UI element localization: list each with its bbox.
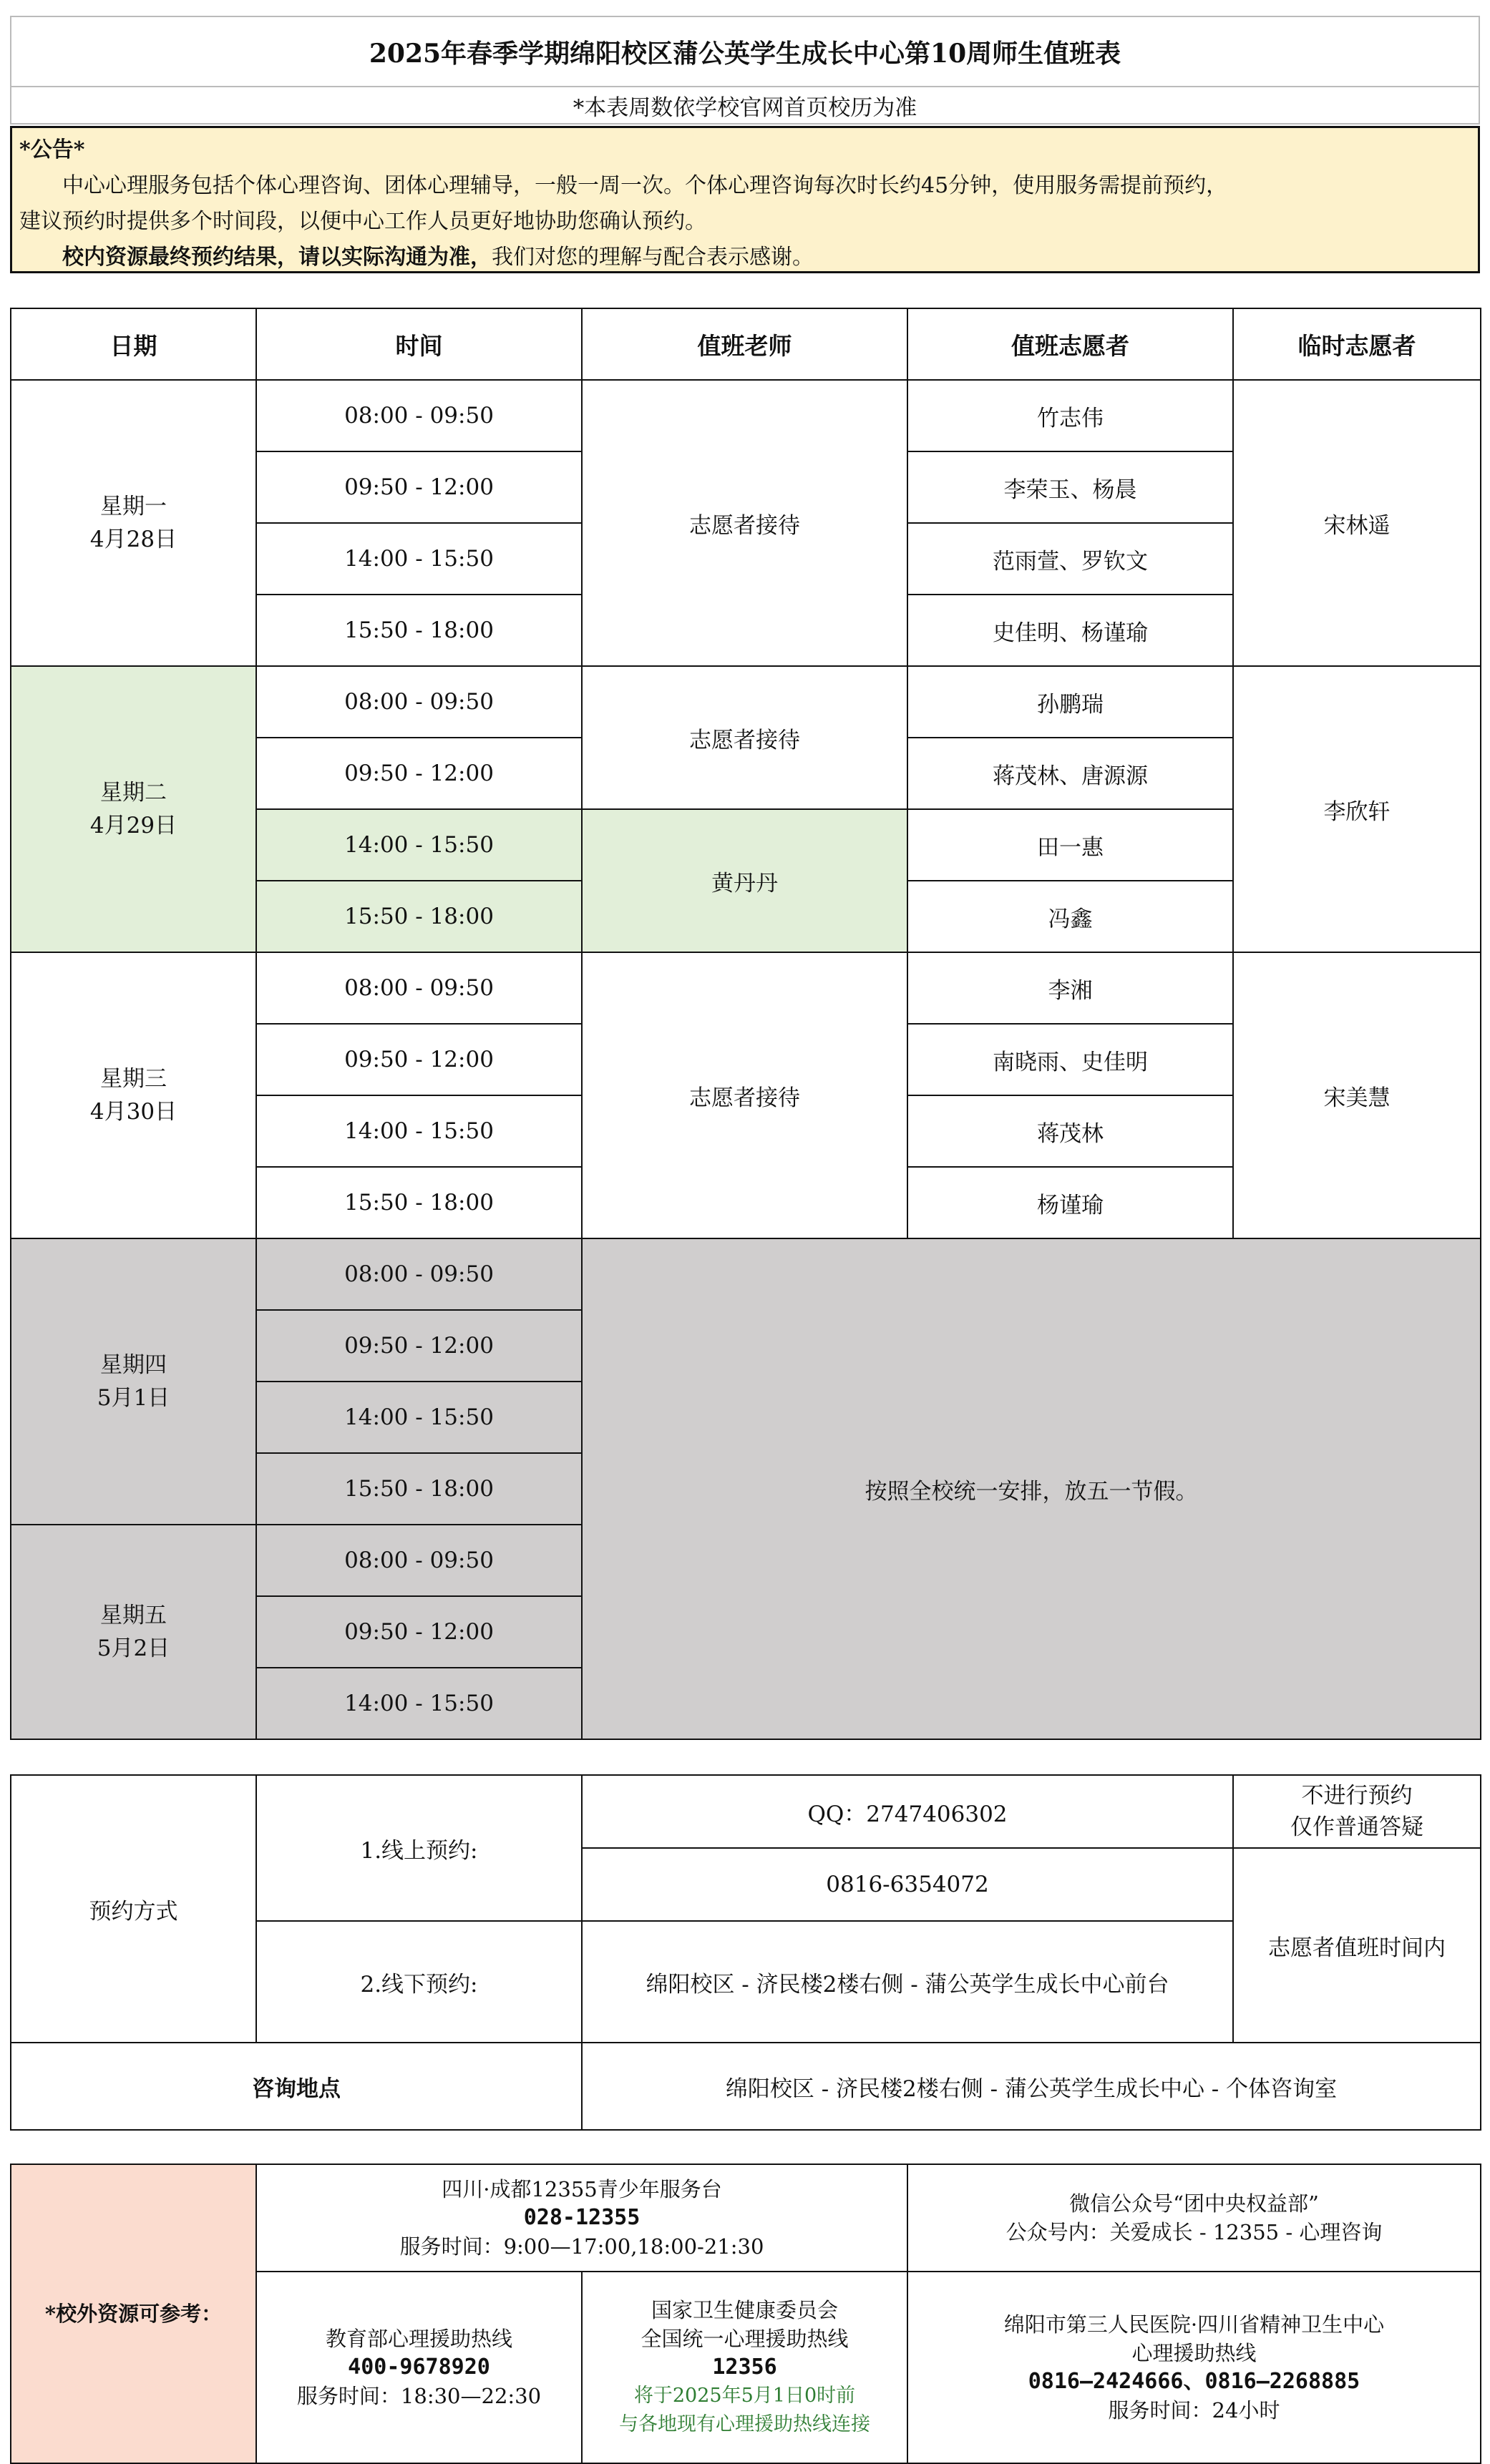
- temp-volunteer-cell: 李欣轩: [1233, 666, 1481, 952]
- external-resources-table: [10, 2164, 1481, 2464]
- notice-heading: *公告*: [19, 137, 85, 162]
- teacher-cell: 志愿者接待: [582, 952, 907, 1238]
- qq-contact: QQ：2747406302: [582, 1775, 1233, 1848]
- duty-schedule-table: [10, 308, 1481, 1740]
- volunteer-cell: 南晓雨、史佳明: [907, 1024, 1233, 1095]
- teacher-cell: 志愿者接待: [582, 666, 907, 809]
- volunteer-cell: 蒋茂林、唐源源: [907, 738, 1233, 809]
- header-date: 日期: [11, 308, 256, 380]
- time-slot: 09:50 - 12:00: [256, 451, 582, 523]
- volunteer-cell: 李荣玉、杨晨: [907, 451, 1233, 523]
- time-slot: 09:50 - 12:00: [256, 1596, 582, 1668]
- header-time: 时间: [256, 308, 582, 380]
- table-row: [11, 952, 1481, 1024]
- volunteer-cell: 孙鹏瑞: [907, 666, 1233, 738]
- notice-line-3: [19, 240, 1471, 275]
- volunteer-cell: 冯鑫: [907, 881, 1233, 952]
- notice-box: [10, 126, 1480, 273]
- table-header-row: [11, 308, 1481, 380]
- consult-location-label: 咨询地点: [11, 2043, 582, 2130]
- volunteer-cell: 杨谨瑜: [907, 1167, 1233, 1238]
- time-slot: 08:00 - 09:50: [256, 1238, 582, 1310]
- table-row: [11, 380, 1481, 451]
- teacher-cell: 志愿者接待: [582, 380, 907, 666]
- online-booking-label: 1.线上预约:: [256, 1775, 582, 1921]
- time-slot: 08:00 - 09:50: [256, 1525, 582, 1596]
- time-slot: 14:00 - 15:50: [256, 1095, 582, 1167]
- day-cell-mon: 星期一 4月28日: [11, 380, 256, 666]
- day-cell-tue: 星期二 4月29日: [11, 666, 256, 952]
- page-title: 2025年春季学期绵阳校区蒲公英学生成长中心第10周师生值班表: [10, 16, 1480, 87]
- moe-hotline-cell: 教育部心理援助热线 400-9678920 服务时间：18:30—22:30: [256, 2272, 582, 2463]
- volunteer-cell: 竹志伟: [907, 380, 1233, 451]
- day-cell-wed: 星期三 4月30日: [11, 952, 256, 1238]
- time-slot: 15:50 - 18:00: [256, 881, 582, 952]
- notice-emphasis: 校内资源最终预约结果，请以实际沟通为准，: [62, 245, 492, 270]
- time-slot: 08:00 - 09:50: [256, 952, 582, 1024]
- time-slot: 15:50 - 18:00: [256, 1167, 582, 1238]
- time-slot: 09:50 - 12:00: [256, 1310, 582, 1382]
- table-row: [11, 1238, 1481, 1310]
- time-slot: 08:00 - 09:50: [256, 666, 582, 738]
- day-cell-fri: 星期五 5月2日: [11, 1525, 256, 1739]
- day-cell-thu: 星期四 5月1日: [11, 1238, 256, 1525]
- phone-contact: 0816-6354072: [582, 1848, 1233, 1921]
- time-slot: 14:00 - 15:50: [256, 523, 582, 595]
- volunteer-cell: 史佳明、杨谨瑜: [907, 595, 1233, 666]
- time-slot: 09:50 - 12:00: [256, 738, 582, 809]
- notice-thanks: 我们对您的理解与配合表示感谢。: [492, 245, 814, 270]
- volunteer-cell: 李湘: [907, 952, 1233, 1024]
- page-subtitle: *本表周数依学校官网首页校历为准: [10, 87, 1480, 124]
- notice-line-1: 中心心理服务包括个体心理咨询、团体心理辅导，一般一周一次。个体心理咨询每次时长约45分钟，使用服务需提前预约，: [62, 173, 1228, 198]
- duty-time-note: 志愿者值班时间内: [1233, 1848, 1481, 2043]
- sichuan-12355-cell: 四川·成都12355青少年服务台 028-12355 服务时间：9:00—17:00,18:00-21:30: [256, 2164, 907, 2272]
- mianyang-hospital-cell: 绵阳市第三人民医院·四川省精神卫生中心 心理援助热线 0816—2424666、0816—2268885 服务时间：24小时: [907, 2272, 1481, 2463]
- time-slot: 09:50 - 12:00: [256, 1024, 582, 1095]
- header-volunteer: 值班志愿者: [907, 308, 1233, 380]
- time-slot: 08:00 - 09:50: [256, 380, 582, 451]
- header-temp-volunteer: 临时志愿者: [1233, 308, 1481, 380]
- volunteer-cell: 范雨萱、罗钦文: [907, 523, 1233, 595]
- time-slot: 14:00 - 15:50: [256, 1668, 582, 1739]
- booking-table: [10, 1774, 1481, 2131]
- offline-booking-label: 2.线下预约:: [256, 1921, 582, 2043]
- header-teacher: 值班老师: [582, 308, 907, 380]
- volunteer-cell: 蒋茂林: [907, 1095, 1233, 1167]
- time-slot: 15:50 - 18:00: [256, 1453, 582, 1525]
- notice-line-2: 建议预约时提供多个时间段，以便中心工作人员更好地协助您确认预约。: [19, 209, 706, 234]
- booking-label: 预约方式: [11, 1775, 256, 2043]
- time-slot: 15:50 - 18:00: [256, 595, 582, 666]
- temp-volunteer-cell: 宋美慧: [1233, 952, 1481, 1238]
- time-slot: 14:00 - 15:50: [256, 1382, 582, 1453]
- holiday-cell: 按照全校统一安排，放五一节假。: [582, 1238, 1481, 1739]
- external-resources-label: *校外资源可参考：: [11, 2164, 256, 2463]
- time-slot: 14:00 - 15:50: [256, 809, 582, 881]
- nhc-hotline-cell: 国家卫生健康委员会 全国统一心理援助热线 12356 将于2025年5月1日0时前 与各地现有心理援助热线连接: [582, 2272, 907, 2463]
- temp-volunteer-cell: 宋林遥: [1233, 380, 1481, 666]
- qq-note: 不进行预约 仅作普通答疑: [1233, 1775, 1481, 1848]
- teacher-cell: 黄丹丹: [582, 809, 907, 952]
- volunteer-cell: 田一惠: [907, 809, 1233, 881]
- wechat-account-cell: 微信公众号“团中央权益部” 公众号内：关爱成长 - 12355 - 心理咨询: [907, 2164, 1481, 2272]
- table-row: [11, 666, 1481, 738]
- offline-booking-place: 绵阳校区 - 济民楼2楼右侧 - 蒲公英学生成长中心前台: [582, 1921, 1233, 2043]
- consult-location: 绵阳校区 - 济民楼2楼右侧 - 蒲公英学生成长中心 - 个体咨询室: [582, 2043, 1481, 2130]
